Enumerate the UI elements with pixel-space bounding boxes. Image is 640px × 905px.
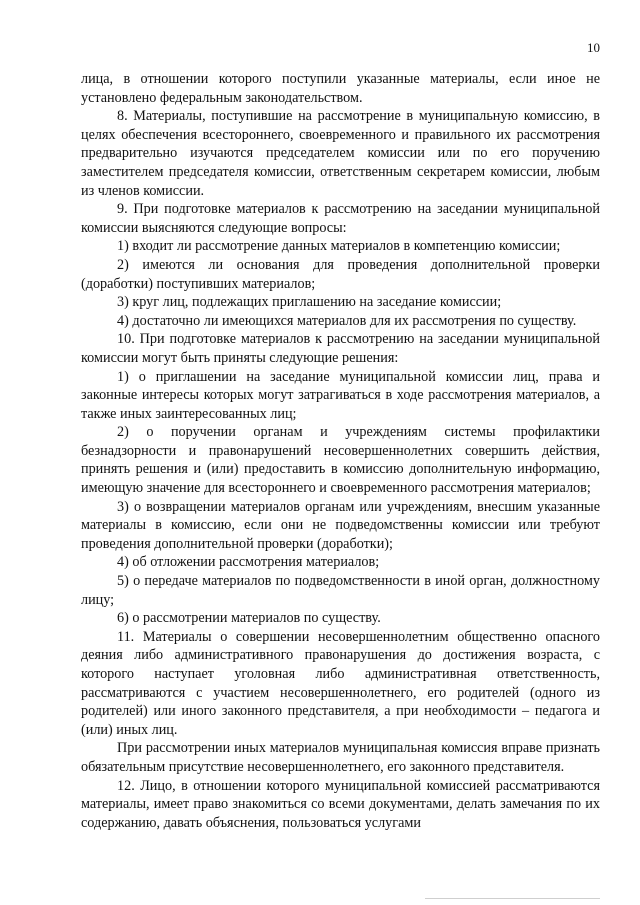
paragraph-item-10-1: 1) о приглашении на заседание муниципальной комиссии лиц, права и законные интересы которых могут затрагиваться в ходе рассмотрения материалов, а также иных заинтересованных лиц;: [81, 368, 600, 422]
paragraph-item-10: 10. При подготовке материалов к рассмотрению на заседании муниципальной комиссии могут быть приняты следующие решения:: [81, 331, 600, 366]
bottom-divider: [425, 898, 600, 899]
paragraph-item-9-1: 1) входит ли рассмотрение данных материалов в компетенцию комиссии;: [117, 238, 561, 255]
paragraph-item-9-3: 3) круг лиц, подлежащих приглашению на заседание комиссии;: [117, 294, 502, 311]
paragraph-item-9-2: 2) имеются ли основания для проведения дополнительной проверки (доработки) поступивших материалов;: [81, 256, 600, 292]
paragraph-item-11-note: При рассмотрении иных материалов муниципальная комиссия вправе признать обязательным присутствие несовершеннолетнего, его законного представителя.: [81, 740, 600, 775]
document-body: [81, 70, 600, 832]
paragraph-item-8: 8. Материалы, поступившие на рассмотрение в муниципальную комиссию, в целях обеспечения всестороннего, своевременного и правильного их рассмотрения предварительно изучаются председателем комиссии или по его поручению заместителем председателя комиссии, ответственным секретарем комиссии, любым из членов комиссии.: [81, 108, 600, 199]
paragraph-item-9-4: 4) достаточно ли имеющихся материалов для их рассмотрения по существу.: [117, 312, 577, 329]
page-number: 10: [587, 40, 600, 55]
paragraph-item-10-3: 3) о возвращении материалов органам или учреждениям, внесшим указанные материалы в комиссию, если они не подведомственны комиссии или требуют проведения дополнительной проверки (доработки);: [81, 498, 600, 552]
paragraph-item-12: 12. Лицо, в отношении которого муниципальной комиссией рассматриваются материалы, имеет право знакомиться со всеми документами, делать замечания по их содержанию, давать объяснения, пользоваться услугами: [81, 777, 600, 831]
paragraph-item-10-4: 4) об отложении рассмотрения материалов;: [117, 554, 380, 571]
paragraph-item-9: 9. При подготовке материалов к рассмотрению на заседании муниципальной комиссии выясняются следующие вопросы:: [81, 201, 600, 236]
paragraph-item-10-6: 6) о рассмотрении материалов по существу.: [117, 610, 381, 627]
paragraph-item-10-5: 5) о передаче материалов по подведомственности в иной орган, должностному лицу;: [81, 573, 600, 608]
paragraph-item-11: 11. Материалы о совершении несовершеннолетним общественно опасного деяния либо административного правонарушения до достижения возраста, с которого наступает уголовная либо административная ответственность, рассматриваются с участием несовершеннолетнего, его родителей (одного из родителей) или иного законного представителя, а при необходимости – педагога и (или) иных лиц.: [81, 628, 600, 738]
paragraph-continuation: лица, в отношении которого поступили указанные материалы, если иное не установлено федеральным законодательством.: [81, 71, 600, 106]
paragraph-item-10-2: 2) о поручении органам и учреждениям системы профилактики безнадзорности и правонарушений несовершеннолетних совершить действия, принять решения и (или) предоставить в комиссию дополнительную информацию, имеющую значение для всестороннего и своевременного рассмотрения материалов;: [81, 424, 600, 497]
